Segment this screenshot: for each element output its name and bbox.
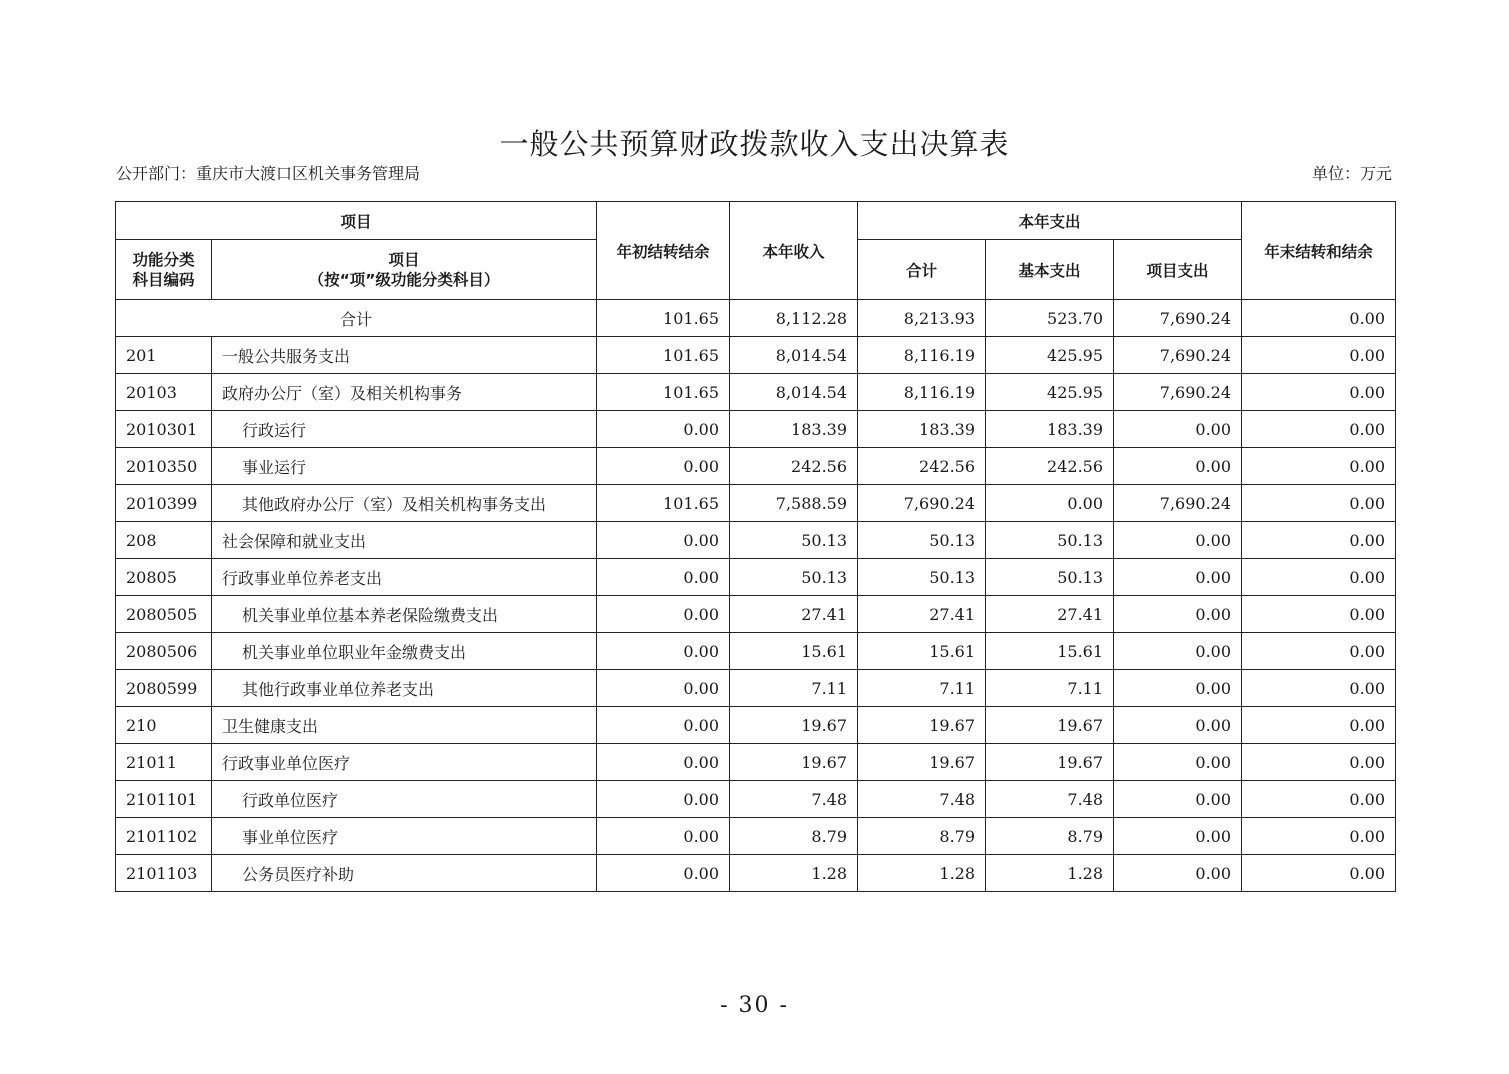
header-opening-balance: 年初结转结余 bbox=[597, 202, 730, 300]
row-exp-total: 19.67 bbox=[858, 707, 986, 744]
table-row bbox=[116, 411, 1396, 448]
row-exp-project: 0.00 bbox=[1114, 781, 1242, 818]
row-exp-project: 0.00 bbox=[1114, 411, 1242, 448]
row-income: 8,014.54 bbox=[730, 374, 858, 411]
row-closing: 0.00 bbox=[1242, 855, 1396, 892]
row-exp-project: 0.00 bbox=[1114, 744, 1242, 781]
row-exp-basic: 7.48 bbox=[986, 781, 1114, 818]
department-label: 公开部门：重庆市大渡口区机关事务管理局 bbox=[116, 164, 421, 183]
row-name: 机关事业单位基本养老保险缴费支出 bbox=[212, 596, 597, 633]
header-item-group: 项目 bbox=[116, 202, 597, 240]
row-closing: 0.00 bbox=[1242, 337, 1396, 374]
row-exp-total: 50.13 bbox=[858, 522, 986, 559]
row-exp-basic: 19.67 bbox=[986, 707, 1114, 744]
row-code: 2010350 bbox=[116, 448, 212, 485]
row-exp-project: 0.00 bbox=[1114, 707, 1242, 744]
row-name: 社会保障和就业支出 bbox=[212, 522, 597, 559]
row-exp-total: 1.28 bbox=[858, 855, 986, 892]
row-exp-basic: 7.11 bbox=[986, 670, 1114, 707]
header-exp-basic: 基本支出 bbox=[986, 240, 1114, 300]
row-income: 7,588.59 bbox=[730, 485, 858, 522]
header-name-line2: （按“项”级功能分类科目） bbox=[308, 270, 500, 289]
row-name: 行政运行 bbox=[212, 411, 597, 448]
row-exp-project: 0.00 bbox=[1114, 855, 1242, 892]
row-opening: 0.00 bbox=[597, 633, 730, 670]
row-name: 行政单位医疗 bbox=[212, 781, 597, 818]
row-exp-basic: 425.95 bbox=[986, 337, 1114, 374]
total-exp-basic: 523.70 bbox=[986, 300, 1114, 337]
row-name: 一般公共服务支出 bbox=[212, 337, 597, 374]
header-row-1 bbox=[116, 202, 1396, 240]
total-label: 合计 bbox=[116, 300, 597, 337]
table-row bbox=[116, 374, 1396, 411]
table-row bbox=[116, 744, 1396, 781]
row-exp-total: 19.67 bbox=[858, 744, 986, 781]
row-exp-basic: 50.13 bbox=[986, 559, 1114, 596]
header-name-line1: 项目 bbox=[388, 250, 420, 269]
total-closing: 0.00 bbox=[1242, 300, 1396, 337]
table-row bbox=[116, 670, 1396, 707]
row-closing: 0.00 bbox=[1242, 596, 1396, 633]
row-exp-project: 0.00 bbox=[1114, 670, 1242, 707]
row-exp-basic: 15.61 bbox=[986, 633, 1114, 670]
row-closing: 0.00 bbox=[1242, 781, 1396, 818]
row-code: 2101102 bbox=[116, 818, 212, 855]
page-title: 一般公共预算财政拨款收入支出决算表 bbox=[499, 127, 1010, 161]
row-opening: 0.00 bbox=[597, 448, 730, 485]
row-opening: 0.00 bbox=[597, 744, 730, 781]
row-exp-basic: 183.39 bbox=[986, 411, 1114, 448]
row-exp-basic: 242.56 bbox=[986, 448, 1114, 485]
row-closing: 0.00 bbox=[1242, 707, 1396, 744]
row-exp-total: 8,116.19 bbox=[858, 374, 986, 411]
row-code: 210 bbox=[116, 707, 212, 744]
unit-label: 单位：万元 bbox=[1311, 164, 1392, 183]
row-code: 20805 bbox=[116, 559, 212, 596]
row-code: 2010399 bbox=[116, 485, 212, 522]
row-exp-basic: 1.28 bbox=[986, 855, 1114, 892]
row-closing: 0.00 bbox=[1242, 818, 1396, 855]
row-closing: 0.00 bbox=[1242, 411, 1396, 448]
table-row bbox=[116, 522, 1396, 559]
row-opening: 0.00 bbox=[597, 818, 730, 855]
row-income: 8,014.54 bbox=[730, 337, 858, 374]
total-exp-total: 8,213.93 bbox=[858, 300, 986, 337]
row-closing: 0.00 bbox=[1242, 448, 1396, 485]
row-income: 183.39 bbox=[730, 411, 858, 448]
row-exp-total: 7.48 bbox=[858, 781, 986, 818]
row-income: 27.41 bbox=[730, 596, 858, 633]
row-opening: 101.65 bbox=[597, 337, 730, 374]
row-opening: 101.65 bbox=[597, 485, 730, 522]
table-row bbox=[116, 596, 1396, 633]
row-code: 2101103 bbox=[116, 855, 212, 892]
header-exp-total: 合计 bbox=[858, 240, 986, 300]
table-row bbox=[116, 707, 1396, 744]
row-opening: 0.00 bbox=[597, 707, 730, 744]
row-opening: 0.00 bbox=[597, 781, 730, 818]
row-name: 事业运行 bbox=[212, 448, 597, 485]
row-code: 2080599 bbox=[116, 670, 212, 707]
row-opening: 0.00 bbox=[597, 411, 730, 448]
header-code-line1: 功能分类 bbox=[132, 250, 195, 269]
header-expenditure-group: 本年支出 bbox=[858, 202, 1242, 240]
total-income: 8,112.28 bbox=[730, 300, 858, 337]
row-exp-total: 8.79 bbox=[858, 818, 986, 855]
row-exp-project: 0.00 bbox=[1114, 818, 1242, 855]
row-opening: 0.00 bbox=[597, 522, 730, 559]
table-row bbox=[116, 818, 1396, 855]
row-name: 其他行政事业单位养老支出 bbox=[212, 670, 597, 707]
row-closing: 0.00 bbox=[1242, 633, 1396, 670]
total-exp-project: 7,690.24 bbox=[1114, 300, 1242, 337]
row-closing: 0.00 bbox=[1242, 374, 1396, 411]
row-exp-basic: 50.13 bbox=[986, 522, 1114, 559]
row-income: 7.48 bbox=[730, 781, 858, 818]
row-exp-project: 0.00 bbox=[1114, 448, 1242, 485]
row-exp-total: 15.61 bbox=[858, 633, 986, 670]
row-exp-project: 7,690.24 bbox=[1114, 337, 1242, 374]
table-row bbox=[116, 781, 1396, 818]
row-name: 机关事业单位职业年金缴费支出 bbox=[212, 633, 597, 670]
row-name: 卫生健康支出 bbox=[212, 707, 597, 744]
row-code: 2010301 bbox=[116, 411, 212, 448]
row-exp-total: 27.41 bbox=[858, 596, 986, 633]
row-name: 事业单位医疗 bbox=[212, 818, 597, 855]
row-exp-project: 0.00 bbox=[1114, 559, 1242, 596]
row-income: 242.56 bbox=[730, 448, 858, 485]
row-income: 50.13 bbox=[730, 522, 858, 559]
row-income: 7.11 bbox=[730, 670, 858, 707]
row-exp-project: 7,690.24 bbox=[1114, 485, 1242, 522]
header-closing-balance: 年末结转和结余 bbox=[1242, 202, 1396, 300]
row-opening: 0.00 bbox=[597, 559, 730, 596]
row-exp-basic: 0.00 bbox=[986, 485, 1114, 522]
row-income: 8.79 bbox=[730, 818, 858, 855]
row-code: 2080506 bbox=[116, 633, 212, 670]
row-code: 2101101 bbox=[116, 781, 212, 818]
header-code-line2: 科目编码 bbox=[132, 270, 195, 289]
row-opening: 0.00 bbox=[597, 670, 730, 707]
budget-table bbox=[115, 201, 1396, 892]
header-code bbox=[116, 240, 212, 300]
table-row bbox=[116, 337, 1396, 374]
row-opening: 101.65 bbox=[597, 374, 730, 411]
table-row bbox=[116, 559, 1396, 596]
row-income: 1.28 bbox=[730, 855, 858, 892]
header-name bbox=[212, 240, 597, 300]
row-code: 208 bbox=[116, 522, 212, 559]
table-row bbox=[116, 448, 1396, 485]
row-income: 15.61 bbox=[730, 633, 858, 670]
row-name: 行政事业单位医疗 bbox=[212, 744, 597, 781]
row-exp-total: 7.11 bbox=[858, 670, 986, 707]
table-row bbox=[116, 633, 1396, 670]
row-income: 19.67 bbox=[730, 707, 858, 744]
row-exp-basic: 8.79 bbox=[986, 818, 1114, 855]
row-exp-total: 8,116.19 bbox=[858, 337, 986, 374]
row-code: 20103 bbox=[116, 374, 212, 411]
row-exp-total: 7,690.24 bbox=[858, 485, 986, 522]
header-income: 本年收入 bbox=[730, 202, 858, 300]
total-row bbox=[116, 300, 1396, 337]
page-number: - 30 - bbox=[720, 993, 789, 1018]
row-exp-total: 242.56 bbox=[858, 448, 986, 485]
row-closing: 0.00 bbox=[1242, 670, 1396, 707]
header-exp-project: 项目支出 bbox=[1114, 240, 1242, 300]
total-opening: 101.65 bbox=[597, 300, 730, 337]
row-exp-total: 50.13 bbox=[858, 559, 986, 596]
row-exp-project: 0.00 bbox=[1114, 596, 1242, 633]
row-closing: 0.00 bbox=[1242, 522, 1396, 559]
table-row bbox=[116, 855, 1396, 892]
row-exp-project: 0.00 bbox=[1114, 633, 1242, 670]
row-code: 201 bbox=[116, 337, 212, 374]
row-exp-basic: 19.67 bbox=[986, 744, 1114, 781]
row-code: 21011 bbox=[116, 744, 212, 781]
row-exp-project: 0.00 bbox=[1114, 522, 1242, 559]
row-name: 其他政府办公厅（室）及相关机构事务支出 bbox=[212, 485, 597, 522]
row-name: 政府办公厅（室）及相关机构事务 bbox=[212, 374, 597, 411]
row-code: 2080505 bbox=[116, 596, 212, 633]
row-name: 行政事业单位养老支出 bbox=[212, 559, 597, 596]
row-name: 公务员医疗补助 bbox=[212, 855, 597, 892]
row-exp-basic: 27.41 bbox=[986, 596, 1114, 633]
row-income: 50.13 bbox=[730, 559, 858, 596]
row-closing: 0.00 bbox=[1242, 744, 1396, 781]
row-income: 19.67 bbox=[730, 744, 858, 781]
row-opening: 0.00 bbox=[597, 855, 730, 892]
row-closing: 0.00 bbox=[1242, 559, 1396, 596]
row-exp-basic: 425.95 bbox=[986, 374, 1114, 411]
row-opening: 0.00 bbox=[597, 596, 730, 633]
row-exp-project: 7,690.24 bbox=[1114, 374, 1242, 411]
row-closing: 0.00 bbox=[1242, 485, 1396, 522]
table-row bbox=[116, 485, 1396, 522]
row-exp-total: 183.39 bbox=[858, 411, 986, 448]
